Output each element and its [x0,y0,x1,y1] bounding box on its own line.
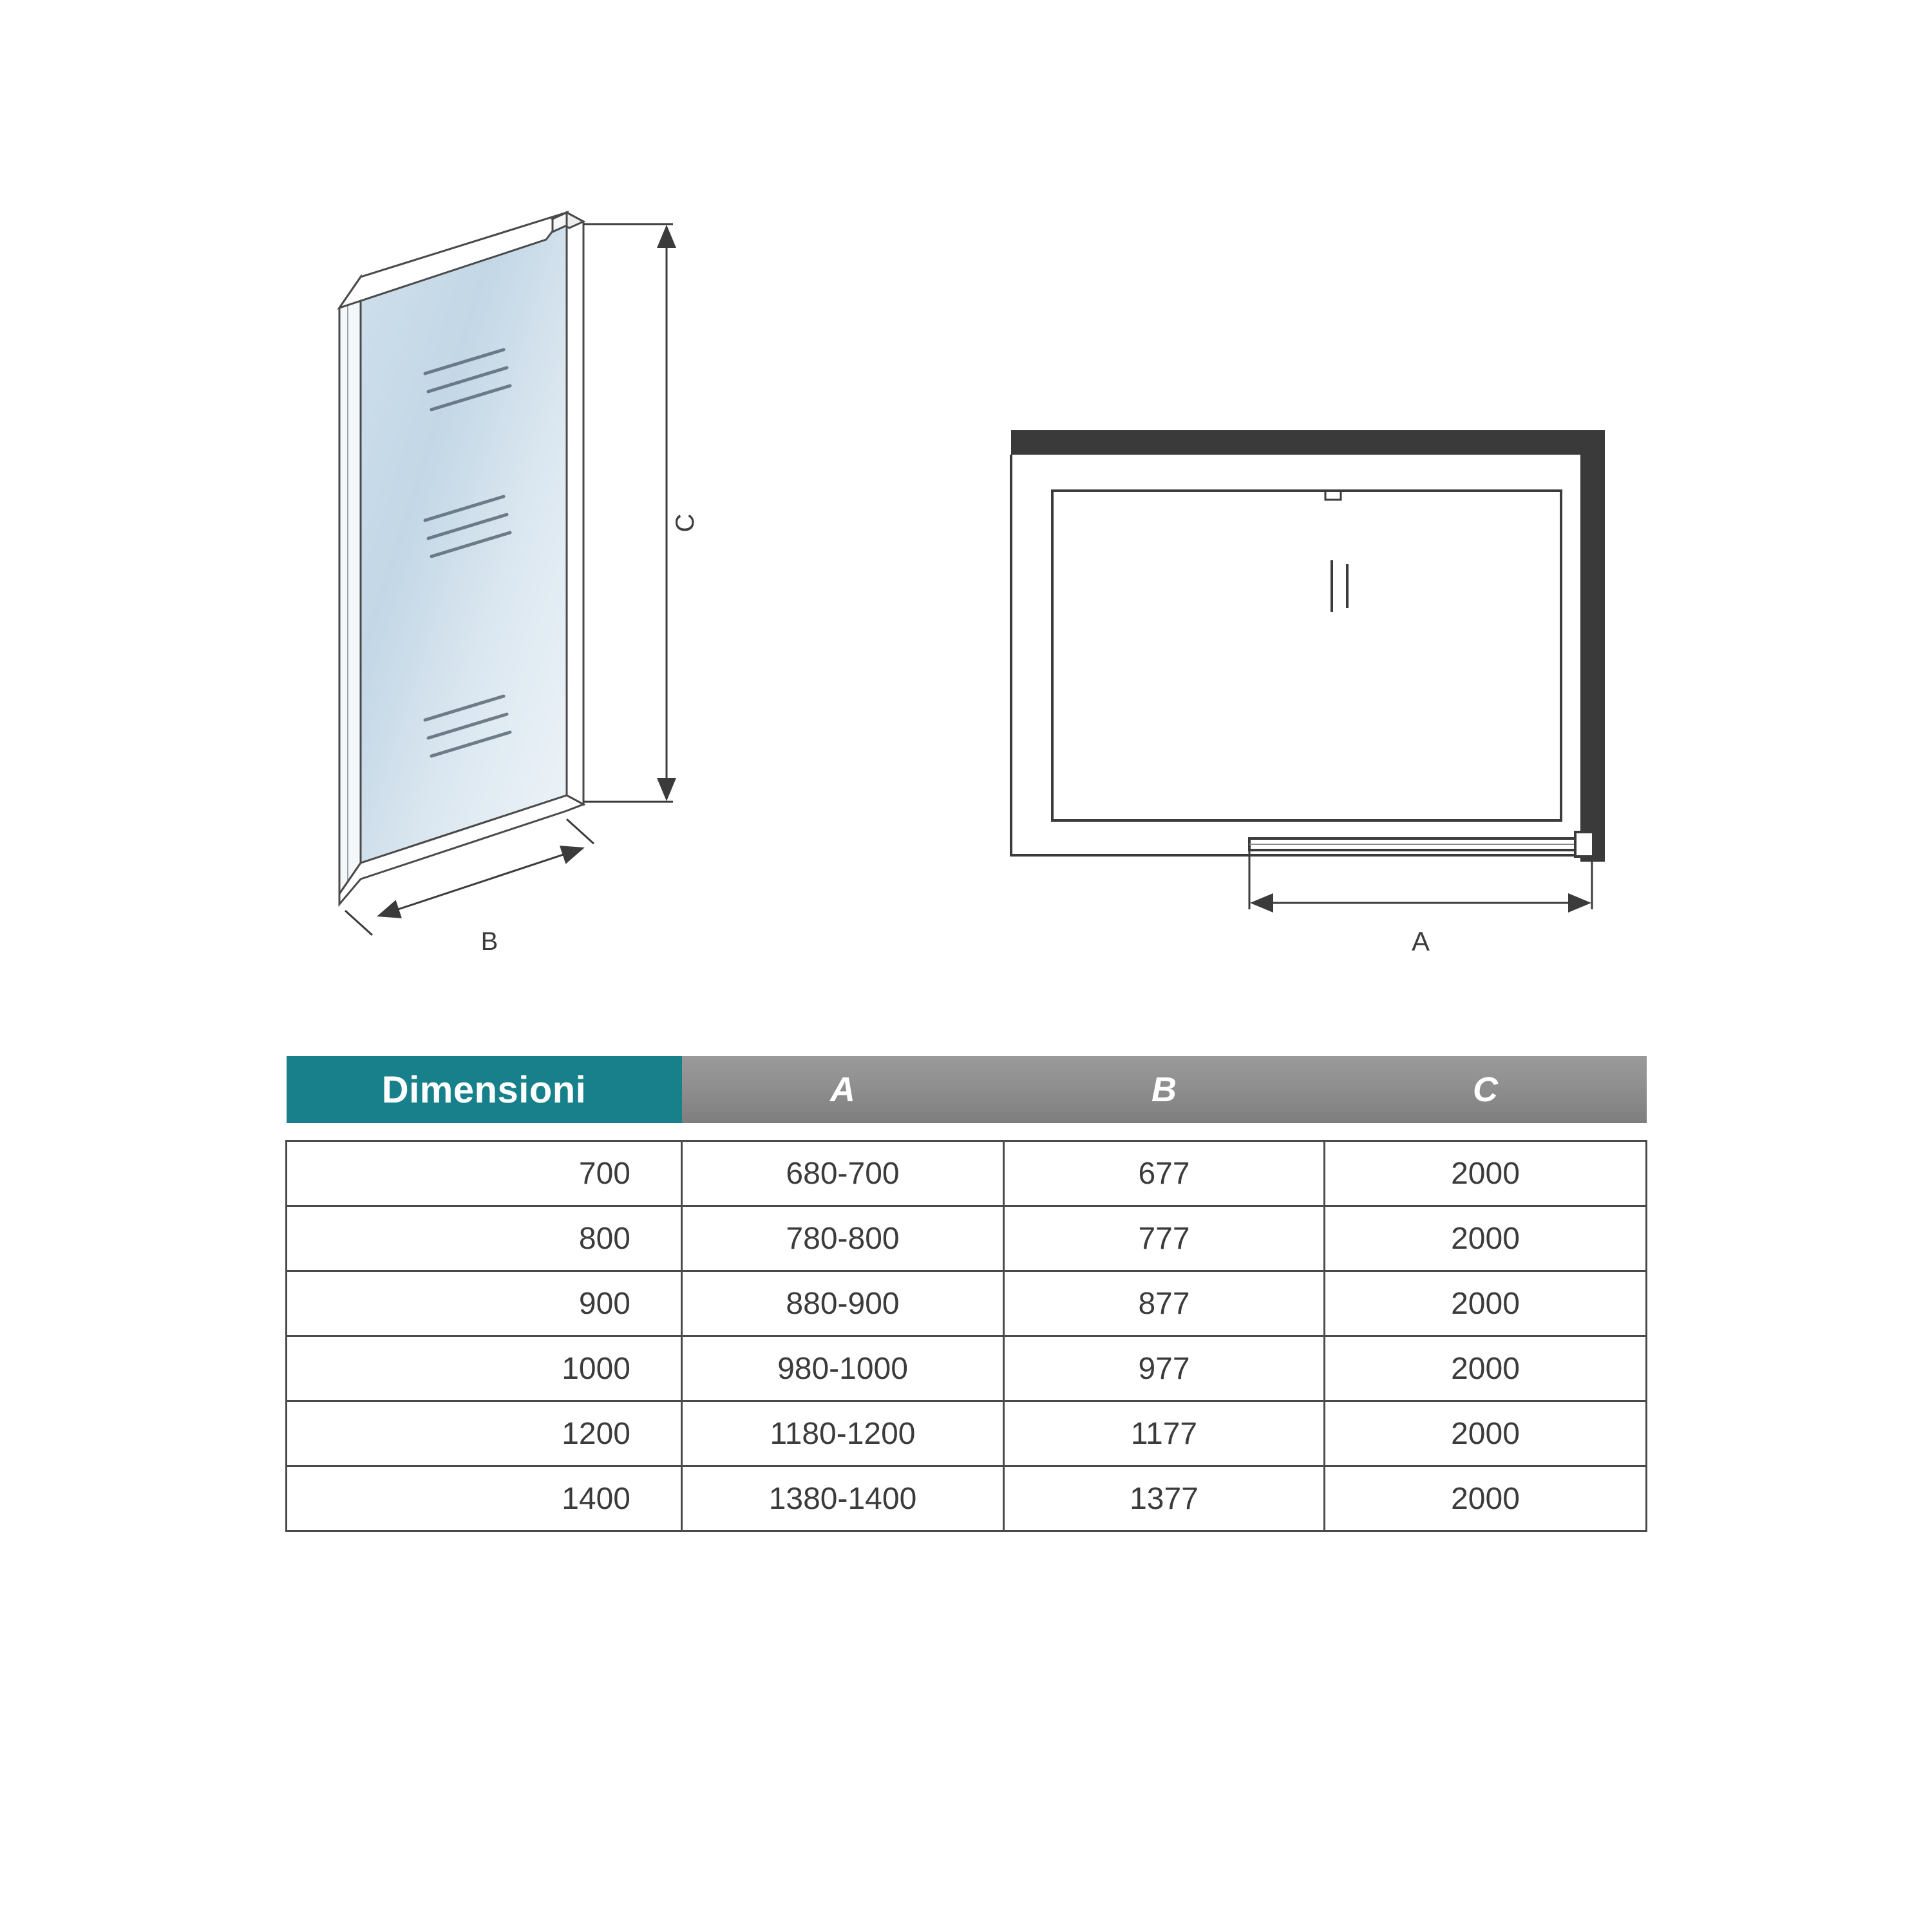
cell-c: 2000 [1325,1466,1647,1531]
cell-size: 1200 [287,1401,682,1466]
cell-b: 677 [1004,1141,1325,1206]
cell-b: 1177 [1004,1401,1325,1466]
cell-a: 1380-1400 [682,1466,1004,1531]
dimensions-table [285,1056,1647,1532]
cell-size: 1000 [287,1336,682,1401]
table-header-row [287,1056,1647,1123]
label-a: A [1411,926,1430,956]
cell-c: 2000 [1325,1271,1647,1336]
table-row [287,1141,1647,1206]
cell-a: 980-1000 [682,1336,1004,1401]
table-row [287,1336,1647,1401]
cell-c: 2000 [1325,1206,1647,1271]
label-c: C [671,513,699,533]
cell-b: 977 [1004,1336,1325,1401]
cell-a: 1180-1200 [682,1401,1004,1466]
cell-b: 877 [1004,1271,1325,1336]
cell-c: 2000 [1325,1141,1647,1206]
header-c: C [1325,1056,1647,1123]
table-row [287,1401,1647,1466]
table-row [287,1466,1647,1531]
header-gap [287,1123,1647,1141]
cell-c: 2000 [1325,1401,1647,1466]
cell-size: 800 [287,1206,682,1271]
cell-size: 1400 [287,1466,682,1531]
cell-size: 700 [287,1141,682,1206]
cell-b: 1377 [1004,1466,1325,1531]
header-a: A [682,1056,1004,1123]
dimensions-table-wrapper [285,1056,1645,1532]
cell-b: 777 [1004,1206,1325,1271]
cell-a: 880-900 [682,1271,1004,1336]
cell-a: 780-800 [682,1206,1004,1271]
header-b: B [1004,1056,1325,1123]
cell-size: 900 [287,1271,682,1336]
table-row [287,1271,1647,1336]
shower-panel-top-view [1011,430,1605,956]
shower-panel-side-view [339,213,699,956]
cell-c: 2000 [1325,1336,1647,1401]
header-dimensioni: Dimensioni [287,1056,682,1123]
label-b: B [480,927,498,956]
table-row [287,1206,1647,1271]
cell-a: 680-700 [682,1141,1004,1206]
